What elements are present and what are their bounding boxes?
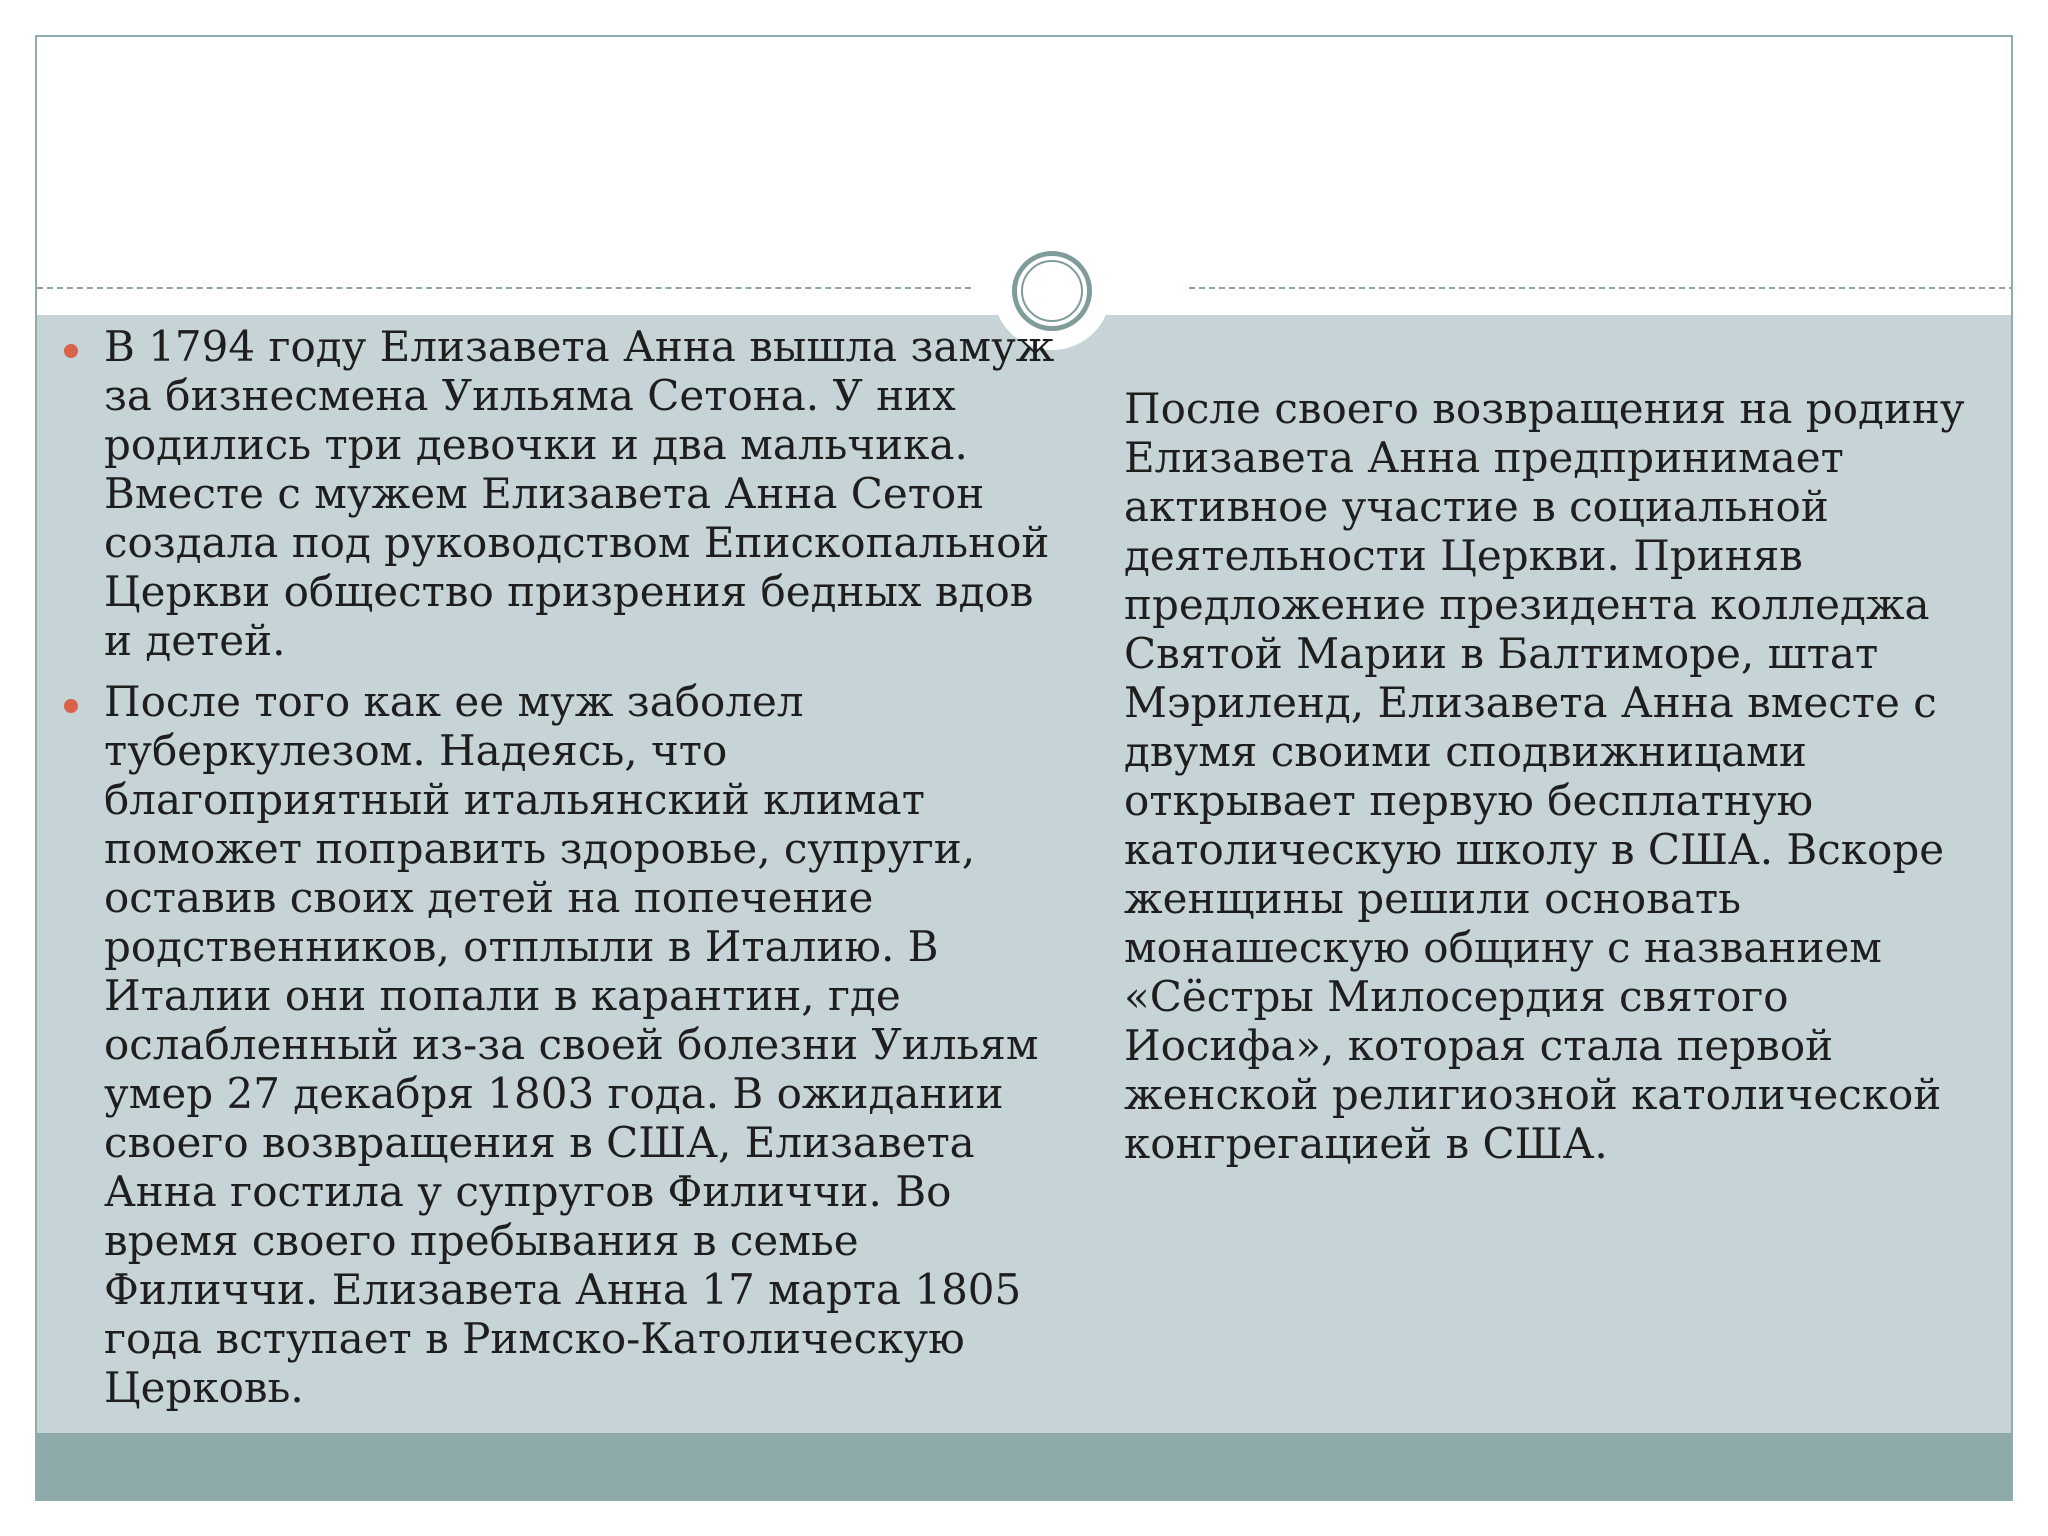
footer-band (37, 1433, 2011, 1501)
right-column-text: После своего возвращения на родину Елизавета Анна предпринимает активное участие в социальной деятельности Церкви. Приняв предложение президента колледжа Святой Марии в Балтиморе, штат Мэриленд, Елизавета Анна вместе с двумя своими сподвижницами открывает первую бесплатную католическую школу в США. Вскоре женщины решили основать монашескую общину с названием «Сёстры Милосердия святого Иосифа», которая стала первой женской религиозной католической конгрегацией в США. (1124, 384, 1965, 1168)
left-column (104, 322, 1064, 1424)
bullet-icon (64, 344, 78, 358)
divider-left (37, 287, 971, 289)
list-item (104, 677, 1064, 1412)
divider-right (1189, 287, 2013, 289)
list-item-text: В 1794 году Елизавета Анна вышла замуж за бизнесмена Уильяма Сетона. У них родились три девочки и два мальчика. Вместе с мужем Елизавета Анна Сетон создала под руководством Епископальной Церкви общество призрения бедных вдов и детей. (104, 322, 1055, 665)
right-column (1124, 384, 1984, 1168)
circle-ornament-icon (1012, 251, 1092, 331)
list-item-text: После того как ее муж заболел туберкулезом. Надеясь, что благоприятный итальянский климат поможет поправить здоровье, супруги, оставив своих детей на попечение родственников, отплыли в Италию. В Италии они попали в карантин, где ослабленный из-за своей болезни Уильям умер 27 декабря 1803 года. В ожидании своего возвращения в США, Елизавета Анна гостила у супругов Филиччи. Во время своего пребывания в семье Филиччи. Елизавета Анна 17 марта 1805 года вступает в Римско-Католическую Церковь. (104, 677, 1039, 1412)
bullet-icon (64, 699, 78, 713)
list-item (104, 322, 1064, 665)
